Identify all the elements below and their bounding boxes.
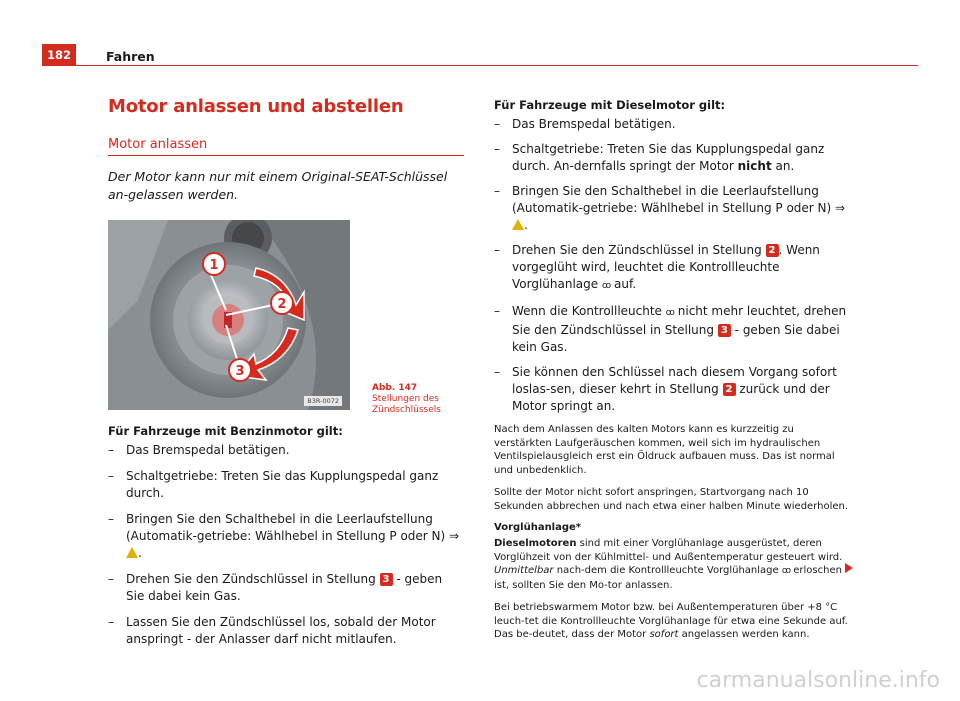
glow-paragraph-2: Bei betriebswarmem Motor bzw. bei Außentemperaturen über +8 °C leuch-tet die Kontrollleuchte Vorglühanlage für etwa eine Sekunde auf. Das be-deutet, dass der Motor sofort angelassen werden kann.	[494, 602, 848, 640]
caption-label: Abb. 147	[372, 383, 418, 393]
glow-heading: Vorglühanlage*	[494, 522, 582, 533]
note-retry: Sollte der Motor nicht sofort anspringen, Startvorgang nach 10 Sekunden abbrechen und nach etwa einer halben Minute wiederholen.	[494, 487, 849, 512]
page-title: Motor anlassen und abstellen	[108, 96, 404, 117]
caption-text: Stellungen des Zündschlüssels	[372, 394, 441, 415]
right-column	[494, 98, 850, 651]
ignition-photo	[108, 220, 350, 410]
subsection-title: Motor anlassen	[108, 137, 464, 156]
position-badge: 3	[380, 573, 393, 586]
glow-paragraph-1: Dieselmotoren sind mit einer Vorglühanlage ausgerüstet, deren Vorglühzeit von der Kühlmittel- und Außentemperatur gesteuert wird. Unmittelbar nach-dem die Kontrollleuchte Vorglühanlage ꝏ erloschen ist, sollten Sie den Mo-tor anlassen.	[494, 538, 843, 591]
warning-icon	[126, 547, 138, 558]
diesel-heading: Für Fahrzeuge mit Dieselmotor gilt:	[494, 98, 726, 112]
section-title: Fahren	[106, 49, 155, 64]
figure-marker-3	[229, 359, 251, 381]
glow-plug-icon: ꝏ	[665, 308, 674, 318]
position-badge: 2	[766, 244, 779, 257]
figure-marker-2	[271, 292, 293, 314]
list-item: – Sie können den Schlüssel nach diesem Vorgang sofort loslas-sen, dieser kehrt in Stellung 2 zurück und der Motor springt an.	[494, 364, 850, 415]
watermark: carmanualsonline.info	[696, 668, 940, 693]
page-number: 182	[42, 44, 76, 66]
svg-text:1: 1	[209, 258, 219, 273]
next-page-arrow-icon	[845, 563, 853, 573]
list-item: – Drehen Sie den Zündschlüssel in Stellung 2 . Wenn vorgeglüht wird, leuchtet die Kontrollleuchte Vorglühanlage ꝏ auf.	[494, 242, 850, 295]
list-item: – Wenn die Kontrollleuchte ꝏ nicht mehr leuchtet, drehen Sie den Zündschlüssel in Stellung 3 - geben Sie dabei kein Gas.	[494, 303, 850, 356]
list-item: – Das Bremspedal betätigen.	[108, 442, 464, 459]
svg-text:3: 3	[235, 364, 245, 379]
petrol-heading: Für Fahrzeuge mit Benzinmotor gilt:	[108, 424, 343, 438]
glow-plug-icon: ꝏ	[781, 566, 791, 576]
svg-text:2: 2	[277, 297, 287, 312]
note-cold-engine: Nach dem Anlassen des kalten Motors kann es kurzzeitig zu verstärkten Laufgeräuschen kommen, weil sich im hydraulischen Ventilspielausgleich erst ein Öldruck aufbauen muss. Das ist normal und unbedenklich.	[494, 424, 835, 476]
list-item: – Schaltgetriebe: Treten Sie das Kupplungspedal ganz durch.	[108, 468, 464, 502]
figure-caption	[372, 383, 464, 416]
figure-marker-1	[203, 253, 225, 275]
list-item: – Schaltgetriebe: Treten Sie das Kupplungspedal ganz durch. An-dernfalls springt der Motor nicht an.	[494, 141, 850, 175]
position-badge: 3	[718, 324, 731, 337]
list-item: – Bringen Sie den Schalthebel in die Leerlaufstellung (Automatik-getriebe: Wählhebel in Stellung P oder N) ⇒ .	[108, 511, 464, 562]
list-item: – Drehen Sie den Zündschlüssel in Stellung 3 - geben Sie dabei kein Gas.	[108, 571, 464, 605]
figure-ignition	[108, 220, 464, 415]
figure-code: B3R-0072	[304, 396, 342, 406]
diesel-steps	[494, 116, 850, 415]
petrol-steps	[108, 442, 464, 648]
list-item: – Bringen Sie den Schalthebel in die Leerlaufstellung (Automatik-getriebe: Wählhebel in Stellung P oder N) ⇒ .	[494, 183, 850, 234]
intro-text: Der Motor kann nur mit einem Original-SEAT-Schlüssel an-gelassen werden.	[108, 169, 448, 202]
position-badge: 2	[723, 383, 736, 396]
header-divider	[76, 65, 918, 66]
warning-icon	[512, 219, 524, 230]
list-item: – Lassen Sie den Zündschlüssel los, sobald der Motor anspringt - der Anlasser darf nicht mitlaufen.	[108, 614, 464, 648]
left-column	[108, 96, 464, 657]
list-item: – Das Bremspedal betätigen.	[494, 116, 850, 133]
glow-plug-icon: ꝏ	[601, 281, 611, 291]
